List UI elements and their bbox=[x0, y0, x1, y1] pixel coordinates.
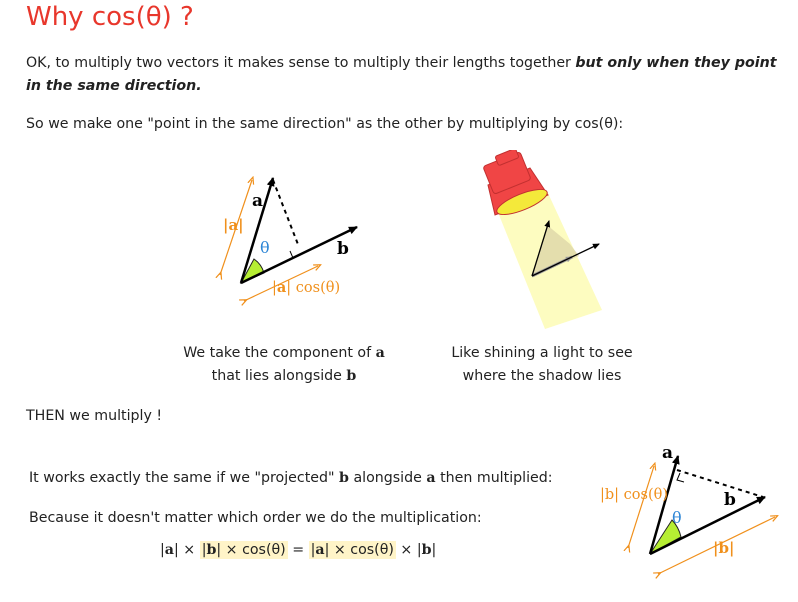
label-length-a: |a| bbox=[223, 216, 244, 234]
page-title: Why cos(θ) ? bbox=[26, 2, 194, 32]
label-length-b-cos: |b| cos(θ) bbox=[600, 487, 668, 503]
formula-bar: | bbox=[416, 542, 422, 558]
formula-highlight-b-cos bbox=[200, 541, 288, 559]
formula-a: a bbox=[164, 542, 174, 558]
formula-bar: | bbox=[201, 542, 207, 558]
projected-pre: It works exactly the same if we "projected" bbox=[29, 470, 340, 486]
label-b: b bbox=[724, 490, 736, 510]
label-length-b: |b| bbox=[713, 539, 735, 557]
caption1-bold-b: b bbox=[346, 368, 357, 384]
caption2-line1: Like shining a light to see bbox=[451, 345, 633, 361]
label-length-a-cos bbox=[272, 279, 340, 296]
vector-b-arrow bbox=[650, 497, 765, 554]
flashlight-diagram bbox=[470, 150, 610, 332]
step-paragraph: So we make one "point in the same direction" as the other by multiplying by cos(θ): bbox=[26, 116, 624, 132]
formula-b: b bbox=[206, 542, 217, 558]
label-theta: θ bbox=[672, 508, 682, 527]
then-paragraph: THEN we multiply ! bbox=[26, 408, 163, 424]
caption1-pre: We take the component of bbox=[183, 345, 376, 361]
reverse-component-diagram bbox=[592, 440, 782, 580]
label-a: a bbox=[662, 443, 674, 463]
caption2-line2: where the shadow lies bbox=[462, 368, 622, 384]
label-theta: θ bbox=[260, 238, 270, 257]
label-a: a bbox=[252, 191, 264, 211]
intro-emphasis: but only when they point in the same direction. bbox=[26, 55, 777, 94]
length-b-cos-dimension bbox=[628, 466, 654, 548]
projected-mid: alongside bbox=[348, 470, 427, 486]
intro-paragraph bbox=[26, 52, 786, 98]
component-diagram bbox=[200, 168, 390, 308]
projected-b: b bbox=[339, 470, 349, 486]
projection-dashed-line bbox=[677, 470, 763, 497]
formula-bar: | bbox=[310, 542, 316, 558]
projection-dashed-line bbox=[273, 180, 299, 247]
label-length-a-cos-letter: a bbox=[276, 279, 287, 296]
formula-bar: | bbox=[160, 542, 165, 558]
projected-post: then multiplied: bbox=[435, 470, 553, 486]
component-caption bbox=[168, 342, 400, 388]
flashlight-caption bbox=[440, 342, 644, 388]
formula-bar: | bbox=[431, 542, 437, 558]
intro-text: OK, to multiply two vectors it makes sense to multiply their lengths together bbox=[26, 55, 576, 71]
formula-rest: | × cos(θ) bbox=[324, 542, 394, 558]
formula-rest: | × cos(θ) bbox=[216, 542, 286, 558]
projected-a: a bbox=[426, 470, 436, 486]
formula-highlight-a-cos bbox=[309, 541, 396, 559]
formula-bar: | bbox=[173, 542, 179, 558]
formula-equals: = bbox=[287, 542, 309, 558]
order-paragraph: Because it doesn't matter which order we do the multiplication: bbox=[29, 510, 482, 526]
projected-paragraph bbox=[29, 467, 553, 490]
formula bbox=[160, 542, 436, 558]
caption1-mid: that lies alongside bbox=[211, 368, 347, 384]
label-length-a-cos-rest: | cos(θ) bbox=[286, 280, 341, 296]
caption1-bold-a: a bbox=[375, 345, 385, 361]
formula-b: b bbox=[421, 542, 432, 558]
label-b: b bbox=[337, 239, 349, 259]
label-length-a-cos-bar: | bbox=[272, 280, 277, 296]
formula-times: × bbox=[395, 542, 417, 558]
formula-a: a bbox=[315, 542, 325, 558]
formula-times: × bbox=[178, 542, 200, 558]
right-angle-mark bbox=[677, 473, 684, 482]
